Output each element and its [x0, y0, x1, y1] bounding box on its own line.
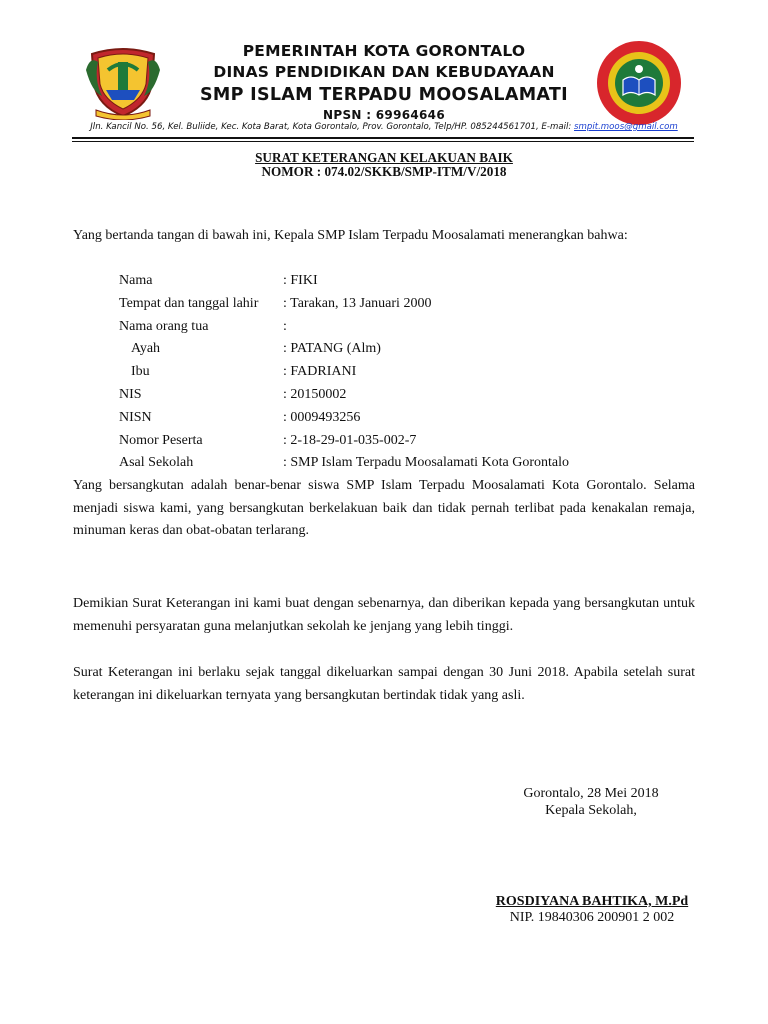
- detail-label: Nomor Peserta: [119, 432, 203, 448]
- detail-value: : 0009493256: [283, 409, 361, 425]
- address-text: Jln. Kancil No. 56, Kel. Buliide, Kec. Kota Barat, Kota Gorontalo, Prov. Gorontalo, Telp/HP. 085244561701, E-mail:: [90, 122, 572, 132]
- letterhead-divider-thick: [72, 137, 694, 139]
- detail-row: [119, 452, 695, 475]
- detail-label: Nama: [119, 273, 153, 288]
- detail-label: Ibu: [131, 364, 150, 380]
- letterhead-divider-thin: [72, 141, 694, 142]
- detail-value: : 2-18-29-01-035-002-7: [283, 432, 417, 448]
- detail-label: Tempat dan tanggal lahir: [119, 295, 259, 311]
- student-details: [119, 270, 695, 475]
- statement-paragraph: Yang bersangkutan adalah benar-benar siswa SMP Islam Terpadu Moosalamati Kota Gorontalo. Selama menjadi siswa kami, yang bersangkutan berkelakuan baik dan tidak pernah terlibat pada kenakalan remaja, minuman keras dan obat-obatan terlarang.: [73, 478, 695, 538]
- signatory-name: ROSDIYANA BAHTIKA, M.Pd: [495, 894, 689, 909]
- detail-row: [119, 338, 695, 361]
- signatory-nip: NIP. 19840306 200901 2 002: [509, 910, 675, 925]
- letterhead-address: [0, 122, 768, 132]
- detail-value: : FADRIANI: [283, 364, 357, 380]
- detail-value: : Tarakan, 13 Januari 2000: [283, 295, 432, 311]
- detail-label: Nama orang tua: [119, 318, 209, 334]
- document-number: NOMOR : 074.02/SKKB/SMP-ITM/V/2018: [261, 164, 507, 179]
- detail-row: [119, 316, 695, 339]
- signature-role: Kepala Sekolah,: [545, 803, 637, 818]
- validity-paragraph: Surat Keterangan ini berlaku sejak tanggal dikeluarkan sampai dengan 30 Juni 2018. Apabila setelah surat keterangan ini dikeluarkan ternyata yang bersangkutan bertindak tidak yang asli.: [73, 665, 695, 703]
- purpose-paragraph: Demikian Surat Keterangan ini kami buat dengan sebenarnya, dan diberikan kepada yang bersangkutan untuk memenuhi persyaratan guna melanjutkan sekolah ke jenjang yang lebih tinggi.: [73, 596, 695, 634]
- detail-row: [119, 407, 695, 430]
- signature-place-date: Gorontalo, 28 Mei 2018: [523, 786, 659, 801]
- letterhead-school-name: SMP ISLAM TERPADU MOOSALAMATI: [200, 85, 568, 105]
- detail-label: Ayah: [131, 341, 161, 357]
- detail-row: [119, 361, 695, 384]
- detail-value: : 20150002: [283, 386, 347, 402]
- letterhead-government: PEMERINTAH KOTA GORONTALO: [242, 42, 526, 60]
- detail-value: : PATANG (Alm): [283, 341, 381, 357]
- detail-row: [119, 430, 695, 453]
- letterhead-npsn: NPSN : 69964646: [323, 108, 445, 122]
- letterhead-department: DINAS PENDIDIKAN DAN KEBUDAYAAN: [213, 63, 555, 81]
- document-title: SURAT KETERANGAN KELAKUAN BAIK: [255, 150, 513, 165]
- intro-paragraph: Yang bertanda tangan di bawah ini, Kepala SMP Islam Terpadu Moosalamati menerangkan bahwa:: [73, 228, 628, 243]
- email-link[interactable]: smpit.moos@gmail.com: [574, 122, 678, 132]
- detail-row: [119, 384, 695, 407]
- detail-row: [119, 293, 695, 316]
- detail-label: Asal Sekolah: [119, 455, 194, 471]
- detail-label: NISN: [119, 409, 152, 425]
- detail-value: : SMP Islam Terpadu Moosalamati Kota Gorontalo: [283, 455, 569, 471]
- detail-row: [119, 270, 695, 293]
- detail-label: NIS: [119, 386, 142, 402]
- detail-value: :: [283, 318, 287, 334]
- detail-value: : FIKI: [283, 273, 318, 288]
